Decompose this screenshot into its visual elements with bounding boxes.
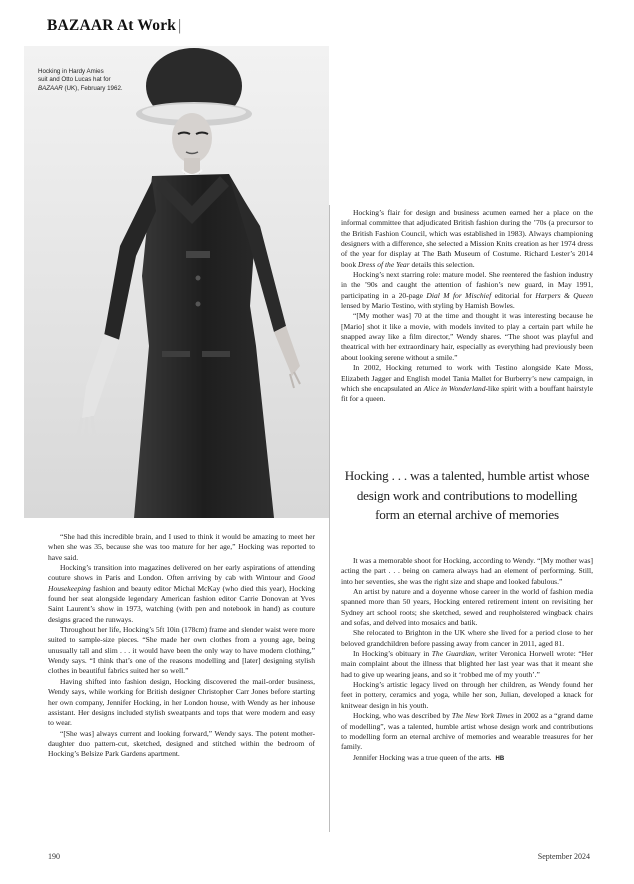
section-title: BAZAAR At Work: [47, 17, 177, 34]
paragraph: “[My mother was] 70 at the time and thought it was interesting because he [Mario] shot it like a movie, with models invited to play a certain part while he snapped away like a film director,” Wendy shares. “The shoot was playful and theatrical with her extraordinary hair, especially as everything had previously been about looking serene without a smile.”: [341, 311, 593, 362]
article-column-left: [48, 532, 315, 760]
paragraph: Hocking’s flair for design and business acumen earned her a place on the informal committee that adjudicated British fashion during the ’70s (a precursor to the British Fashion Council, which was established in 1983). Always championing designers with a difference, she selected a Mission Knits creation as her 1974 dress of the year for display at The Bath Museum of Costume. Richard Lester’s 2014 book Dress of the Year details this selection.: [341, 208, 593, 269]
paragraph: Having shifted into fashion design, Hocking discovered the mail-order business, Wendy says, while working for British designer Christopher Carr Jones before starting her own company, Jennifer Hocking, in her London house, with Wendy as her inhouse assistant. Her designs included stylish sweatpants and tops that were modern and easy to wear.: [48, 676, 315, 728]
caption-line: Hocking in Hardy Amies: [38, 68, 104, 75]
pull-quote: [339, 466, 595, 525]
paragraph: She relocated to Brighton in the UK where she lived for a period close to her beloved grandchildren before passing away from cancer in 2011, aged 81.: [341, 628, 593, 648]
work-title: Alice in Wonderland: [423, 383, 486, 393]
fashion-photo: [24, 46, 329, 518]
article-column-right-top: [341, 208, 593, 405]
paragraph: “She had this incredible brain, and I used to think it would be amazing to meet her when she was 35, because she was too mature for her age,” Hocking was reported to have said.: [48, 532, 315, 562]
paragraph: Hocking’s next starring role: mature model. She reentered the fashion industry in the ’90s and caught the attention of fashion’s new guard, in May 1991, participating in a 20-page Dial M for Mischief editorial for Harpers & Queen lensed by Mario Testino, with styling by Hamish Bowles.: [341, 270, 594, 311]
publication-title: Harpers & Queen: [535, 290, 594, 300]
publication-title: Good Housekeeping: [48, 573, 315, 593]
publication-title: The New York Times: [451, 711, 514, 721]
photo-caption: [38, 68, 158, 93]
pull-quote-line: Hocking . . . was a talented, humble artist whose: [344, 468, 590, 483]
paragraph: Jennifer Hocking was a true queen of the arts. HB: [353, 752, 505, 762]
book-title: Dress of the Year: [357, 259, 410, 269]
pull-quote-line: form an eternal archive of memories: [375, 507, 559, 522]
paragraph: Hocking’s transition into magazines delivered on her early aspirations of attending couture shows in Paris and London. Often arriving by cab with Wintour and Good Housekeeping fashion and beauty editor Michal McKay (who died this year), Hocking found her seat alongside legendary American fashion editor Carrie Donovan at Yves Saint Laurent’s show in 1973, watching (with pen and notebook in hand) as couture designs graced the runways.: [48, 563, 315, 624]
article-column-right-bottom: [341, 556, 593, 764]
paragraph: Throughout her life, Hocking’s 5ft 10in (178cm) frame and slender waist were more suited to sample-size pieces. “She made her own clothes from a young age, being unusually tall and slim . . . it would have been the only way to have modern clothing,” Wendy says. “I think that’s one of the reasons modelling and [later] designing stylish clothes in beautiful fabrics suited her so well.”: [48, 625, 315, 676]
column-divider: [329, 205, 330, 832]
end-mark: HB: [495, 755, 505, 762]
caption-line: (UK), February 1962.: [62, 84, 123, 92]
paragraph: “[She was] always current and looking forward,” Wendy says. The potent mother-daughter duo pattern-cut, sketched, designed and stitched within the bedroom of Hocking’s Belsize Park Gardens apartment.: [48, 728, 315, 759]
paragraph: Hocking, who was described by The New York Times in 2002 as a “grand dame of modelling”, was a talented, humble artist whose design work and contributions to modelling form an eternal archive of memories and wearable treasures for her family.: [341, 711, 594, 752]
editorial-title: Dial M for Mischief: [426, 290, 492, 300]
paragraph: Hocking’s artistic legacy lived on through her children, as Wendy found her feet in pottery, ceramics and yoga, while her son, Julian, developed a knack for knitwear design in his youth.: [341, 680, 593, 710]
caption-publication: BAZAAR: [38, 84, 63, 92]
magazine-section-header: [47, 17, 181, 35]
paragraph: In 2002, Hocking returned to work with Testino alongside Kate Moss, Elizabeth Jagger and English model Tania Mallet for Burberry’s new campaign, in which she encapsulated an Alice in Wonderland-like spirit with a bouffant hairstyle fit for a queen.: [341, 363, 593, 404]
issue-date: September 2024: [537, 852, 590, 861]
paragraph: An artist by nature and a doyenne whose career in the world of fashion media spanned more than 50 years, Hocking entered retirement intent on revisiting her Sydney art school roots; she sketched, sewed and reupholstered wingback chairs and sofas, and delved into mosaics and batik.: [341, 587, 593, 628]
pull-quote-line: design work and contributions to modelling: [356, 487, 578, 503]
publication-title: The Guardian: [431, 649, 475, 659]
page-number: 190: [48, 852, 60, 861]
photo-illustration: [24, 46, 329, 518]
header-divider: |: [178, 17, 182, 34]
paragraph: In Hocking’s obituary in The Guardian, writer Veronica Horwell wrote: “Her main complaint about the illness that blighted her last year was that it meant she had to give up wearing jeans, and so it ‘robbed me of my youth’.”: [341, 649, 593, 679]
paragraph: It was a memorable shoot for Hocking, according to Wendy. “[My mother was] acting the part . . . being on camera always had an element of performing. Still, into her seventies, she was the right size and shape and looked fabulous.”: [341, 556, 593, 586]
caption-line: suit and Otto Lucas hat for: [38, 76, 111, 84]
